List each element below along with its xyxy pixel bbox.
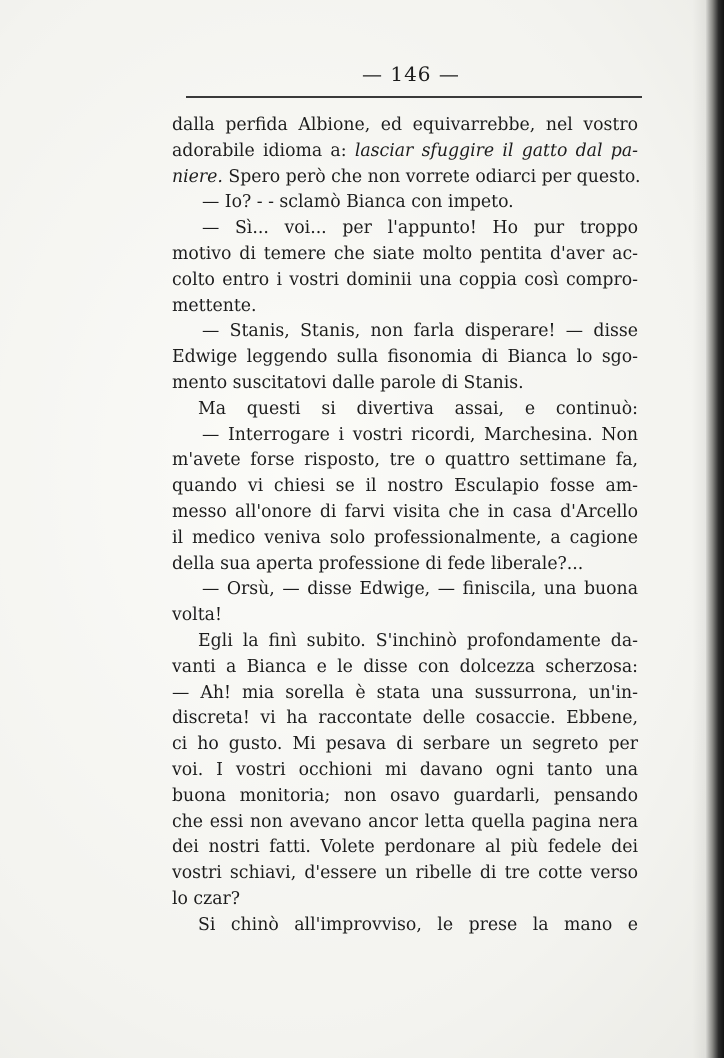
italic-phrase: lasciar sfuggire il gatto dal pa- bbox=[354, 140, 638, 161]
text-line: voi. I vostri occhioni mi davano ogni tanto una bbox=[172, 759, 638, 780]
text-line: — Sì... voi... per l'appunto! Ho pur troppo bbox=[202, 218, 638, 239]
text-segment: Spero però che non vorrete odiarci per questo. bbox=[222, 166, 641, 187]
text-line: dalla perfida Albione, ed equivarrebbe, nel vostro bbox=[172, 115, 638, 135]
text-line: — Interrogare i vostri ricordi, Marchesina. Non bbox=[202, 424, 638, 445]
text-line: — Stanis, Stanis, non farla disperare! — disse bbox=[202, 321, 638, 342]
text-line: vanti a Bianca e le disse con dolcezza scherzosa: bbox=[172, 656, 638, 677]
book-spine bbox=[706, 0, 724, 1058]
italic-phrase: niere. bbox=[172, 166, 223, 187]
text-line: colto entro i vostri dominii una coppia così compro- bbox=[172, 269, 638, 290]
text-line: Ma questi si divertiva assai, e continuò: bbox=[198, 398, 638, 419]
text-line: mettente. bbox=[172, 295, 257, 316]
text-line: buona monitoria; non osavo guardarli, pensando bbox=[172, 785, 638, 806]
text-line: lo czar? bbox=[172, 888, 241, 909]
text-line: quando vi chiesi se il nostro Esculapio fosse am- bbox=[172, 476, 638, 497]
text-line: ci ho gusto. Mi pesava di serbare un segreto per bbox=[172, 734, 638, 755]
text-line: messo all'onore di farvi visita che in casa d'Arcello bbox=[172, 501, 638, 522]
text-line: Si chinò all'improvviso, le prese la mano e bbox=[198, 914, 638, 935]
text-line: discreta! vi ha raccontate delle cosaccie. Ebbene, bbox=[172, 708, 638, 729]
text-line: il medico veniva solo professionalmente, a cagione bbox=[172, 527, 638, 548]
text-line: vostri schiavi, d'essere un ribelle di tre cotte verso bbox=[172, 863, 638, 884]
text-line: che essi non avevano ancor letta quella pagina nera bbox=[172, 811, 638, 832]
text-line: — Ah! mia sorella è stata una sussurrona, un'in- bbox=[172, 682, 638, 703]
text-line: — Orsù, — disse Edwige, — finiscila, una buona bbox=[202, 579, 638, 600]
text-line: volta! bbox=[172, 605, 222, 626]
body-text bbox=[172, 113, 641, 939]
text-line: Edwige leggendo sulla fisonomia di Bianca lo sgo- bbox=[172, 347, 638, 368]
header-rule bbox=[186, 96, 642, 98]
text-line bbox=[172, 165, 641, 191]
text-segment: adorabile idioma a: bbox=[172, 140, 355, 161]
text-line: m'avete forse risposto, tre o quattro settimane fa, bbox=[172, 450, 638, 471]
text-line: — Io? - - sclamò Bianca con impeto. bbox=[202, 192, 514, 213]
text-line: della sua aperta professione di fede liberale?... bbox=[172, 553, 584, 574]
text-line: mento suscitatovi dalle parole di Stanis. bbox=[172, 372, 524, 393]
text-line: motivo di temere che siate molto pentita d'aver ac- bbox=[172, 243, 638, 264]
page-number: — 146 — bbox=[362, 62, 460, 86]
text-line bbox=[172, 139, 638, 165]
binding-shadow bbox=[692, 0, 706, 1058]
text-line: dei nostri fatti. Volete perdonare al più fedele dei bbox=[172, 837, 638, 858]
text-line: Egli la finì subito. S'inchinò profondamente da- bbox=[198, 630, 638, 651]
